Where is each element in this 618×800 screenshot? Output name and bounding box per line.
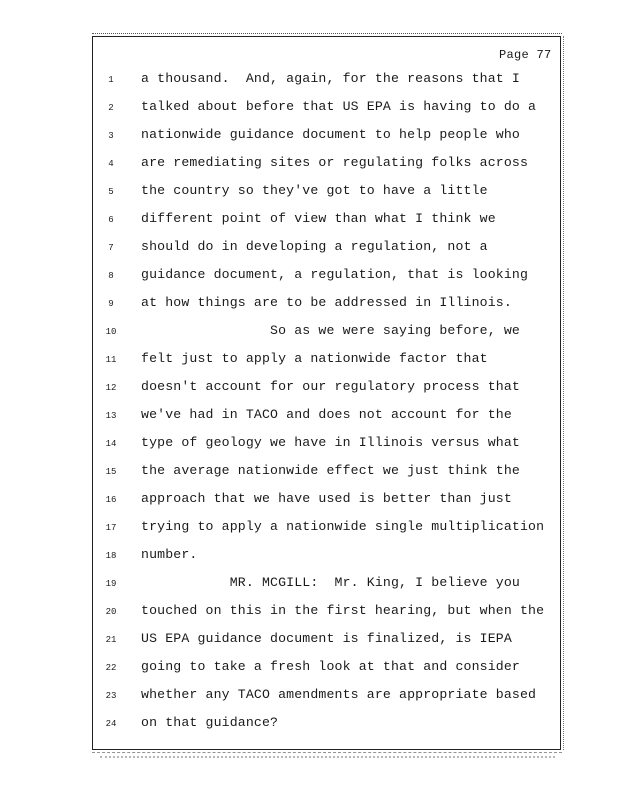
transcript-line xyxy=(0,351,618,371)
line-text: touched on this in the first hearing, but when the xyxy=(141,603,545,618)
transcript-line xyxy=(0,127,618,147)
transcript-line xyxy=(0,267,618,287)
line-text: on that guidance? xyxy=(141,715,279,730)
line-text: MR. MCGILL: Mr. King, I believe you xyxy=(141,575,520,590)
line-text: going to take a fresh look at that and consider xyxy=(141,659,520,674)
line-number: 13 xyxy=(105,411,117,421)
transcript-line xyxy=(0,631,618,651)
line-number: 23 xyxy=(105,691,117,701)
line-text: nationwide guidance document to help people who xyxy=(141,127,520,142)
line-number: 4 xyxy=(108,159,114,169)
line-number: 18 xyxy=(105,551,117,561)
transcript-line xyxy=(0,715,618,735)
line-text: different point of view than what I think we xyxy=(141,211,496,226)
transcript-line xyxy=(0,379,618,399)
transcript-line xyxy=(0,295,618,315)
transcript-line xyxy=(0,239,618,259)
line-text: at how things are to be addressed in Illinois. xyxy=(141,295,512,310)
line-number: 6 xyxy=(108,215,114,225)
line-number: 12 xyxy=(105,383,117,393)
line-text: US EPA guidance document is finalized, is IEPA xyxy=(141,631,512,646)
line-number: 19 xyxy=(105,579,117,589)
transcript-line xyxy=(0,659,618,679)
line-text: number. xyxy=(141,547,198,562)
line-number: 24 xyxy=(105,719,117,729)
line-text: a thousand. And, again, for the reasons that I xyxy=(141,71,520,86)
line-number: 2 xyxy=(108,103,114,113)
line-number: 15 xyxy=(105,467,117,477)
line-text: trying to apply a nationwide single multiplication xyxy=(141,519,545,534)
line-text: are remediating sites or regulating folks across xyxy=(141,155,529,170)
line-number: 9 xyxy=(108,299,114,309)
transcript-line xyxy=(0,491,618,511)
line-text: felt just to apply a nationwide factor that xyxy=(141,351,488,366)
footer-scan-noise xyxy=(100,756,555,761)
transcript-line xyxy=(0,575,618,595)
line-number: 11 xyxy=(105,355,117,365)
line-text: approach that we have used is better than just xyxy=(141,491,512,506)
line-number: 22 xyxy=(105,663,117,673)
line-number: 16 xyxy=(105,495,117,505)
page-number-label: Page 77 xyxy=(499,48,552,62)
line-number: 14 xyxy=(105,439,117,449)
transcript-line xyxy=(0,71,618,91)
line-text: whether any TACO amendments are appropriate based xyxy=(141,687,537,702)
line-text: should do in developing a regulation, not a xyxy=(141,239,488,254)
transcript-line xyxy=(0,463,618,483)
line-number: 17 xyxy=(105,523,117,533)
line-text: doesn't account for our regulatory process that xyxy=(141,379,520,394)
line-text: talked about before that US EPA is having to do a xyxy=(141,99,537,114)
line-number: 1 xyxy=(108,75,114,85)
transcript-line xyxy=(0,547,618,567)
line-number: 10 xyxy=(105,327,117,337)
line-text: we've had in TACO and does not account for the xyxy=(141,407,512,422)
line-text: So as we were saying before, we xyxy=(141,323,520,338)
line-text: guidance document, a regulation, that is looking xyxy=(141,267,529,282)
transcript-line xyxy=(0,687,618,707)
transcript-line xyxy=(0,435,618,455)
transcript-line xyxy=(0,183,618,203)
line-number: 8 xyxy=(108,271,114,281)
transcript-line xyxy=(0,155,618,175)
transcript-line xyxy=(0,99,618,119)
line-number: 3 xyxy=(108,131,114,141)
line-text: the average nationwide effect we just think the xyxy=(141,463,520,478)
transcript-line xyxy=(0,519,618,539)
line-number: 20 xyxy=(105,607,117,617)
transcript-line xyxy=(0,323,618,343)
line-number: 7 xyxy=(108,243,114,253)
transcript-line xyxy=(0,211,618,231)
line-number: 21 xyxy=(105,635,117,645)
line-text: type of geology we have in Illinois versus what xyxy=(141,435,520,450)
transcript-line xyxy=(0,603,618,623)
transcript-line xyxy=(0,407,618,427)
line-text: the country so they've got to have a little xyxy=(141,183,488,198)
line-number: 5 xyxy=(108,187,114,197)
